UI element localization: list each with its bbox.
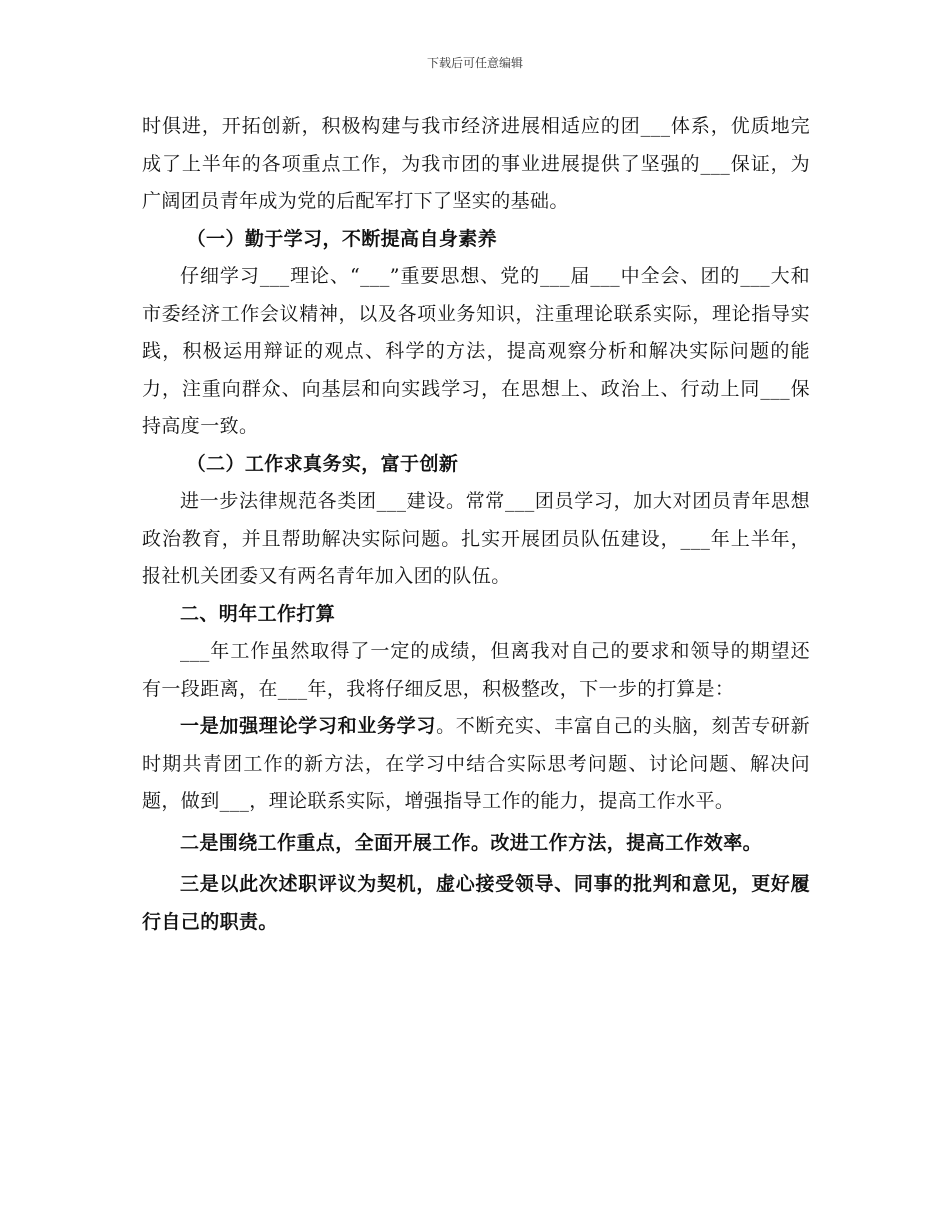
paragraph-study: 仔细学习___理论、“___”重要思想、党的___届___中全会、团的___大和市委经济工作会议精神，以及各项业务知识，注重理论联系实际，理论指导实践，积极运用辩证的观点、科学的方法，提高观察分析和解决实际问题的能力，注重向群众、向基层和向实践学习，在思想上、政治上、行动上同___保持高度一致。 xyxy=(142,265,810,437)
document-body xyxy=(142,108,810,941)
paragraph-plan-one xyxy=(142,708,810,821)
section-heading-innovation: （二）工作求真务实，富于创新 xyxy=(186,452,459,475)
paragraph-continuation: 时俱进，开拓创新，积极构建与我市经济进展相适应的团___体系，优质地完成了上半年的各项重点工作，为我市团的事业进展提供了坚强的___保证，为广阔团员青年成为党的后配军打下了坚实的基础。 xyxy=(142,115,810,212)
page-header: 下载后可任意编辑 xyxy=(426,56,523,70)
section-heading-next-year: 二、明年工作打算 xyxy=(180,602,336,625)
section-heading-study: （一）勤于学习，不断提高自身素养 xyxy=(186,227,498,250)
paragraph-innovation: 进一步法律规范各类团___建设。常常___团员学习，加大对团员青年思想政治教育，并且帮助解决实际问题。扎实开展团员队伍建设，___年上半年，报社机关团委又有两名青年加入团的队伍。 xyxy=(142,490,810,587)
paragraph-plan-three: 三是以此次述职评议为契机，虚心接受领导、同事的批判和意见，更好履行自己的职责。 xyxy=(142,873,810,933)
paragraph-plan-two: 二是围绕工作重点，全面开展工作。改进工作方法，提高工作效率。 xyxy=(180,831,763,854)
paragraph-next-year: ___年工作虽然取得了一定的成绩，但离我对自己的要求和领导的期望还有一段距离，在___年，我将仔细反思，积极整改，下一步的打算是： xyxy=(142,640,810,700)
plan-one-lead: 一是加强理论学习和业务学习 xyxy=(180,715,437,737)
plan-one-body: 。不断充实、丰富自己的头脑，刻苦专研新时期共青团工作的新方法，在学习中结合实际思考问题、讨论问题、解决问题，做到___，理论联系实际，增强指导工作的能力，提高工作水平。 xyxy=(142,715,810,812)
